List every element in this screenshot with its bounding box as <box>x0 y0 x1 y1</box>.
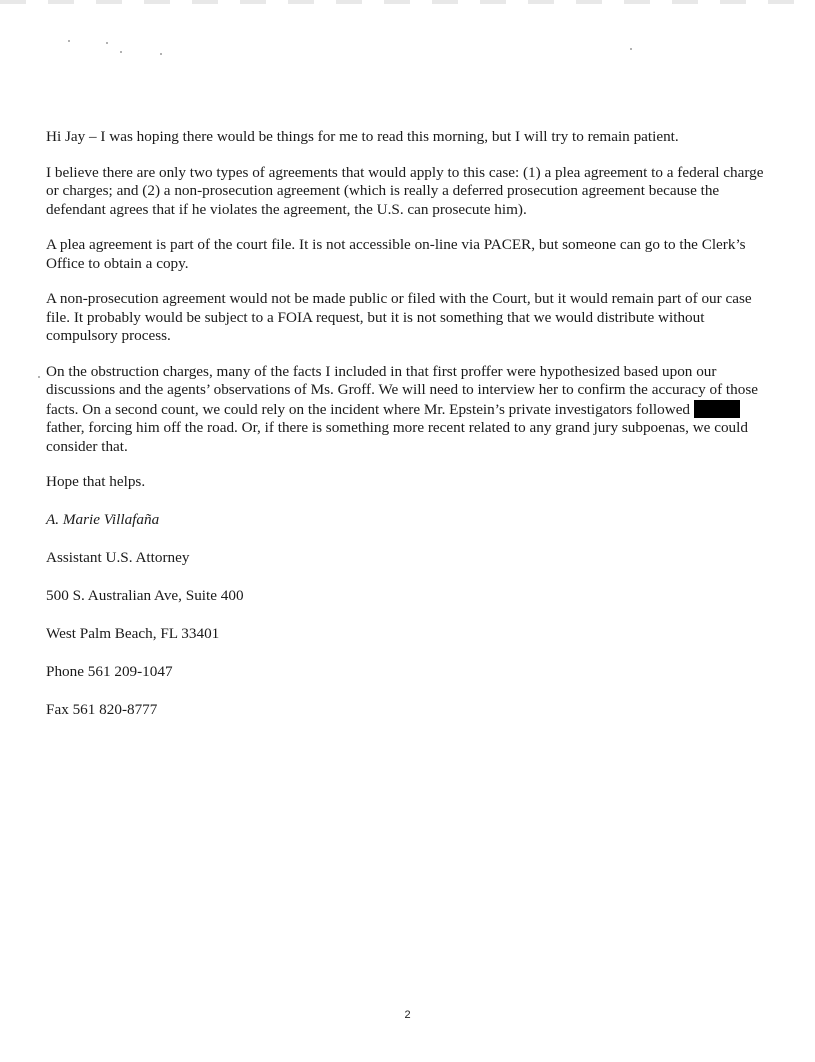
signature-phone: Phone 561 209-1047 <box>46 663 173 680</box>
greeting-paragraph: Hi Jay – I was hoping there would be things for me to read this morning, but I will try to remain patient. <box>46 128 679 145</box>
redaction-block <box>694 400 740 418</box>
agreements-paragraph: I believe there are only two types of agreements that would apply to this case: (1) a plea agreement to a federal charge or charges; and (2) a non-prosecution agreement (which is really a deferred prosecution agreement because the defendant agrees that if he violates the agreement, the U.S. can prosecute him). <box>46 163 764 218</box>
page-number: 2 <box>404 1009 411 1021</box>
scan-speck <box>106 42 108 44</box>
scan-speck <box>68 40 70 42</box>
plea-agreement-paragraph: A plea agreement is part of the court file. It is not accessible on-line via PACER, but someone can go to the Clerk’s Office to obtain a copy. <box>46 236 746 272</box>
non-prosecution-paragraph: A non-prosecution agreement would not be made public or filed with the Court, but it would remain part of our case file. It probably would be subject to a FOIA request, but it is not something that we would distribute without compulsory process. <box>46 290 752 344</box>
signature-title: Assistant U.S. Attorney <box>46 549 190 566</box>
closing-line: Hope that helps. <box>46 473 146 490</box>
signature-fax: Fax 561 820-8777 <box>46 701 158 718</box>
signature-address-line2: West Palm Beach, FL 33401 <box>46 625 220 642</box>
obstruction-text-start: On the obstruction charges, many of the facts I included in that first proffer were hypothesized based upon our discussions and the agents’ observations of Ms. Groff. We will need to interview her to confirm the accuracy of those facts. On a second count, we could rely on the incident where Mr. Epstein’s private investigators followed <box>46 362 758 418</box>
scan-speck <box>38 376 40 378</box>
obstruction-paragraph <box>46 363 774 457</box>
scan-speck <box>120 51 122 53</box>
email-body <box>46 128 774 739</box>
scan-speck <box>160 53 162 55</box>
signature-name: A. Marie Villafaña <box>46 511 160 528</box>
signature-address-line1: 500 S. Australian Ave, Suite 400 <box>46 587 244 604</box>
obstruction-text-end: father, forcing him off the road. Or, if there is something more recent related to any grand jury subpoenas, we could consider that. <box>46 419 748 455</box>
scan-top-edge <box>0 0 815 4</box>
scan-speck <box>630 48 632 50</box>
